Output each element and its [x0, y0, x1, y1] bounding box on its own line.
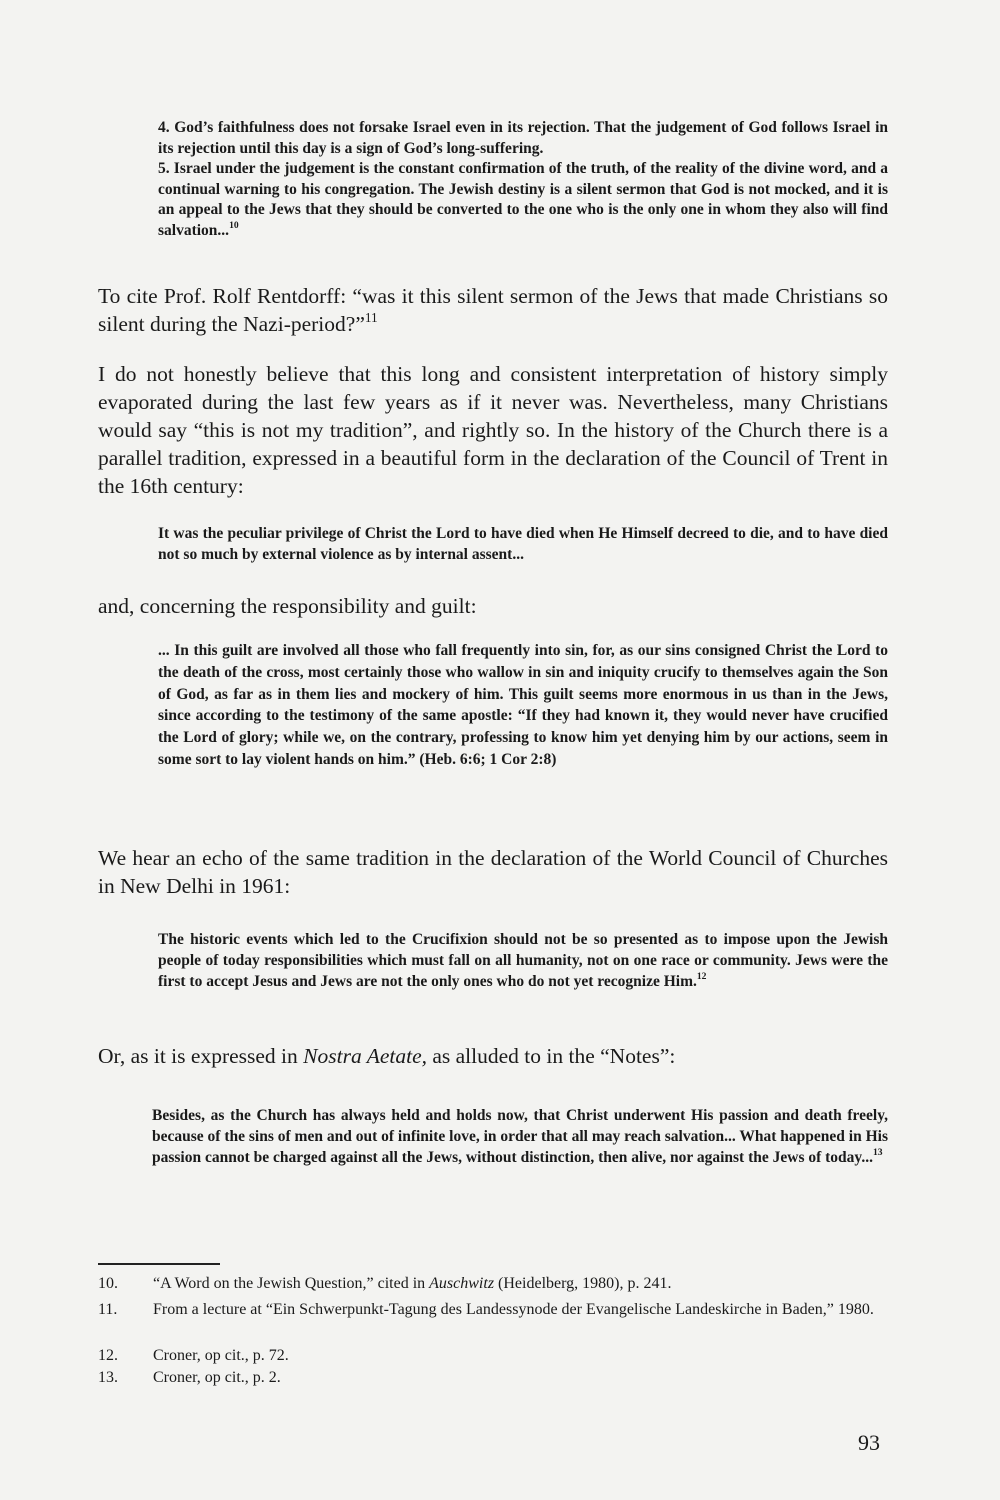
footnote-ref-13[interactable]: 13	[872, 1147, 883, 1159]
footnote-ref-12[interactable]: 12	[696, 970, 707, 982]
quote-point-5	[158, 159, 888, 241]
block-quote-guilt: ... In this guilt are involved all those who fall frequently into sin, for, as our sins consigned Christ the Lord to the death of the cross, most certainly those who wallow in sin and iniquity crucify to themselves again the Son of God, as far as in them lies and mockery of him. This guilt seems more enormous in us than in the Jews, since according to the testimony of the same apostle: “If they had known it, they would never have crucified the Lord of glory; while we, on the contrary, professing to know him yet denying him by our actions, seem in some sort to lay violent hands on him.” (Heb. 6:6; 1 Cor 2:8)	[158, 642, 888, 768]
footnote-number: 10.	[98, 1275, 118, 1292]
paragraph-wcc: We hear an echo of the same tradition in the declaration of the World Council of Churches in New Delhi in 1961:	[98, 846, 888, 898]
block-quote-israel	[158, 118, 888, 241]
footnote-italic-title: Auschwitz	[429, 1275, 495, 1292]
footnote-text: (Heidelberg, 1980), p. 241.	[494, 1275, 672, 1292]
paragraph-rentdorff	[98, 282, 888, 338]
paragraph-history: I do not honestly believe that this long and consistent interpretation of history simply evaporated during the last few years as if it never was. Nevertheless, many Christians would say “this is not my tradition”, and rightly so. In the history of the Church there is a parallel tradition, expressed in a beautiful form in the declaration of the Council of Trent in the 16th century:	[98, 362, 888, 498]
footnote-number: 12.	[98, 1347, 118, 1364]
page-number: 93	[858, 1430, 880, 1455]
footnote-number: 11.	[98, 1301, 118, 1318]
footnote-separator	[98, 1263, 220, 1265]
footnote-text: “A Word on the Jewish Question,” cited in	[153, 1275, 430, 1292]
footnote-number: 13.	[98, 1369, 118, 1386]
footnote-12	[98, 1346, 888, 1366]
paragraph-nostra-before: Or, as it is expressed in	[98, 1044, 304, 1068]
paragraph-nostra-aetate	[98, 1042, 888, 1070]
paragraph-rentdorff-text: To cite Prof. Rolf Rentdorff: “was it this silent sermon of the Jews that made Christians so silent during the Nazi-period?”	[98, 284, 888, 336]
footnote-text: From a lecture at “Ein Schwerpunkt-Tagung des Landessynode der Evangelische Landeskirche in Baden,” 1980.	[153, 1301, 874, 1318]
footnote-ref-10[interactable]: 10	[229, 219, 239, 231]
paragraph-nostra-after: as alluded to in the “Notes”:	[426, 1044, 676, 1068]
footnote-11	[98, 1300, 888, 1320]
block-quote-trent: It was the peculiar privilege of Christ the Lord to have died when He Himself decreed to die, and to have died not so much by external violence as by internal assent...	[158, 525, 888, 563]
footnote-text: Croner, op cit., p. 2.	[153, 1369, 281, 1386]
footnote-ref-11[interactable]: 11	[364, 310, 378, 326]
quote-point-5-text: 5. Israel under the judgement is the constant confirmation of the truth, of the reality of the divine word, and a continual warning to his congregation. The Jewish destiny is a silent sermon that God is not mocked, and it is an appeal to the Jews that they should be converted to the one who is the only one in whom they also will find salvation...	[158, 160, 888, 239]
block-quote-wcc	[158, 930, 888, 992]
paragraph-guilt-intro: and, concerning the responsibility and guilt:	[98, 594, 477, 618]
footnote-13	[98, 1368, 888, 1388]
block-quote-nostra-aetate	[152, 1105, 888, 1168]
block-quote-nostra-text: Besides, as the Church has always held and holds now, that Christ underwent His passion and death freely, because of the sins of men and out of infinite love, in order that all may reach salvation... What happened in His passion cannot be charged against all the Jews, without distinction, then alive, nor against the Jews of today...	[152, 1107, 888, 1166]
footnote-text: Croner, op cit., p. 72.	[153, 1347, 289, 1364]
footnote-10	[98, 1274, 888, 1294]
block-quote-wcc-text: The historic events which led to the Crucifixion should not be so presented as to impose upon the Jewish people of today responsibilities which must fall on all humanity, not on one race or community. Jews were the first to accept Jesus and Jews are not the only ones who do not yet recognize Him.	[158, 931, 888, 990]
quote-point-4: 4. God’s faithfulness does not forsake Israel even in its rejection. That the judgement of God follows Israel in its rejection until this day is a sign of God’s long-suffering.	[158, 119, 888, 157]
nostra-aetate-title: Nostra Aetate,	[303, 1044, 427, 1068]
